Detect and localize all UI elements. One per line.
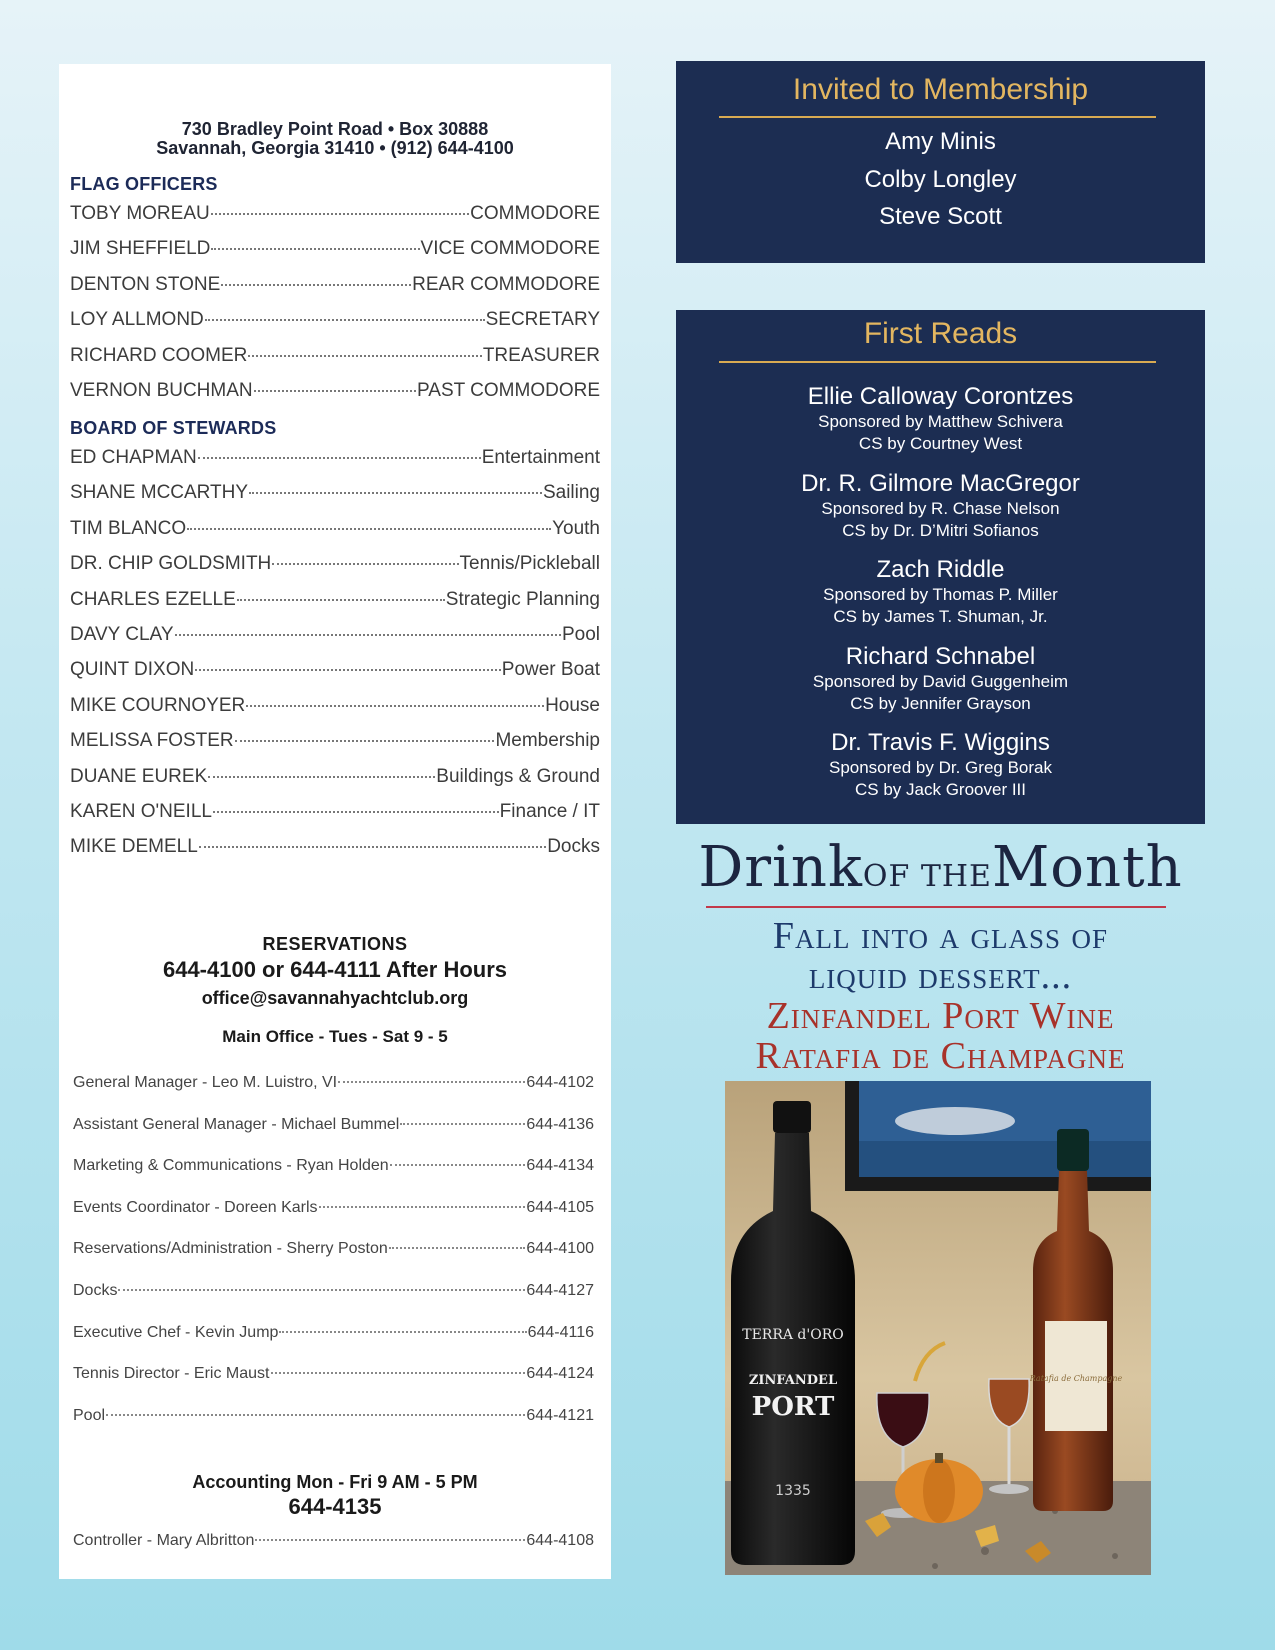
- steward-row: [70, 553, 600, 588]
- candidate-name: Dr. R. Gilmore MacGregor: [801, 470, 1080, 497]
- title-word-month: Month: [991, 835, 1183, 900]
- first-read-entry: [676, 383, 1205, 455]
- staff-phone: 644-4116: [527, 1323, 594, 1341]
- leader-dots: [249, 492, 542, 494]
- officer-role: COMMODORE: [470, 203, 600, 224]
- accounting-title: Accounting Mon - Fri 9 AM - 5 PM: [192, 1472, 478, 1492]
- steward-name: MIKE DEMELL: [70, 836, 198, 858]
- leader-dots: [198, 457, 481, 459]
- leader-dots: [248, 355, 481, 357]
- staff-label: Reservations/Administration - Sherry Poston: [73, 1240, 388, 1258]
- office-hours: Main Office - Tues - Sat 9 - 5: [222, 1027, 448, 1046]
- drink-tagline-1: Fall into a glass of: [772, 915, 1109, 957]
- steward-role: Sailing: [542, 482, 600, 504]
- accounting-phone: 644-4135: [288, 1494, 382, 1519]
- staff-row: [73, 1532, 594, 1574]
- drink-tagline-2: liquid dessert...: [808, 955, 1073, 997]
- steward-name: TIM BLANCO: [70, 517, 187, 539]
- staff-phone: 644-4100: [526, 1240, 594, 1258]
- invited-name: Steve Scott: [879, 203, 1002, 230]
- staff-phone: 644-4102: [526, 1074, 594, 1091]
- steward-name: SHANE MCCARTHY: [70, 482, 249, 504]
- leader-dots: [390, 1164, 526, 1166]
- ratafia-label: Ratafia de Champagne: [1029, 1374, 1123, 1383]
- stewards-list: [70, 447, 600, 872]
- leader-dots: [338, 1081, 525, 1083]
- leader-dots: [208, 776, 435, 778]
- steward-row: [70, 766, 600, 801]
- staff-phone: 644-4108: [526, 1532, 594, 1549]
- sponsor-line: Sponsored by Matthew Schivera: [818, 412, 1063, 431]
- officer-row: [70, 203, 600, 238]
- staff-phone: 644-4124: [526, 1365, 594, 1383]
- drink-name-2: Ratafia de Champagne: [755, 1035, 1126, 1077]
- steward-row: [70, 836, 600, 871]
- officer-name: TOBY MOREAU: [70, 203, 210, 224]
- staff-row: [73, 1240, 594, 1282]
- club-address: [59, 120, 611, 158]
- leader-dots: [235, 740, 495, 742]
- leader-dots: [106, 1414, 525, 1416]
- candidate-name: Zach Riddle: [876, 556, 1005, 583]
- staff-phone: 644-4121: [526, 1406, 594, 1424]
- officer-role: TREASURER: [482, 344, 600, 366]
- candidate-name: Dr. Travis F. Wiggins: [831, 729, 1050, 756]
- first-read-entry: [676, 470, 1205, 542]
- cosponsor-line: CS by Courtney West: [858, 434, 1023, 453]
- staff-row: [73, 1365, 594, 1407]
- staff-label: Assistant General Manager - Michael Bummel: [73, 1115, 400, 1133]
- invited-names: [676, 123, 1205, 236]
- steward-role: Buildings & Ground: [436, 765, 600, 787]
- invited-name: Amy Minis: [885, 128, 996, 155]
- drink-name-1: Zinfandel Port Wine: [766, 995, 1115, 1037]
- leader-dots: [199, 846, 546, 848]
- officer-row: [70, 274, 600, 309]
- invited-name: Colby Longley: [864, 165, 1017, 193]
- invited-title: Invited to Membership: [792, 73, 1089, 106]
- leader-dots: [255, 1539, 525, 1541]
- leader-dots: [221, 284, 411, 286]
- steward-role: House: [545, 694, 600, 716]
- leader-dots: [400, 1123, 525, 1125]
- directory-panel: [59, 64, 611, 1579]
- leader-dots: [237, 599, 445, 601]
- candidate-name: Richard Schnabel: [845, 643, 1036, 670]
- staff-row: [73, 1324, 594, 1366]
- staff-label: Docks: [73, 1281, 118, 1299]
- steward-role: Tennis/Pickleball: [459, 553, 600, 575]
- staff-phone: 644-4136: [526, 1115, 594, 1133]
- steward-row: [70, 801, 600, 836]
- port-variety: ZINFANDEL: [748, 1373, 838, 1388]
- steward-name: DR. CHIP GOLDSMITH: [70, 553, 272, 575]
- steward-name: QUINT DIXON: [70, 659, 195, 681]
- officer-name: LOY ALLMOND: [70, 309, 204, 331]
- port-word: PORT: [751, 1392, 835, 1422]
- steward-role: Power Boat: [501, 659, 600, 681]
- leader-dots: [213, 811, 499, 813]
- port-number: 1335: [775, 1483, 811, 1499]
- steward-name: KAREN O'NEILL: [70, 800, 212, 822]
- officer-row: [70, 309, 600, 344]
- officer-row: [70, 238, 600, 273]
- first-read-entry: [676, 556, 1205, 628]
- officer-name: VERNON BUCHMAN: [70, 379, 253, 401]
- steward-role: Strategic Planning: [445, 588, 600, 610]
- steward-role: Entertainment: [481, 447, 600, 468]
- staff-label: Marketing & Communications - Ryan Holden: [73, 1157, 389, 1175]
- invited-to-membership-box: [676, 61, 1205, 263]
- leader-dots: [279, 1331, 526, 1333]
- staff-row: [73, 1282, 594, 1324]
- drink-photo: [725, 1081, 1151, 1575]
- steward-name: DUANE EUREK: [70, 765, 208, 787]
- drink-description: [676, 916, 1205, 1076]
- staff-row: [73, 1116, 594, 1158]
- red-divider: [706, 906, 1166, 908]
- flag-officers-heading: FLAG OFFICERS: [70, 174, 218, 194]
- steward-name: CHARLES EZELLE: [70, 588, 236, 610]
- staff-label: Executive Chef - Kevin Jump: [73, 1323, 279, 1341]
- steward-name: MELISSA FOSTER: [70, 730, 234, 752]
- staff-label: Pool: [73, 1406, 106, 1424]
- leader-dots: [272, 563, 458, 565]
- drink-photo-illustration: [725, 1081, 1151, 1575]
- steward-role: Docks: [547, 836, 600, 858]
- officer-row: [70, 380, 600, 415]
- first-reads-box: [676, 310, 1205, 824]
- steward-row: [70, 659, 600, 694]
- steward-row: [70, 624, 600, 659]
- board-of-stewards-heading: BOARD OF STEWARDS: [70, 418, 277, 438]
- gold-divider: [719, 116, 1156, 118]
- drink-of-month-title: [676, 835, 1205, 907]
- staff-row: [73, 1074, 594, 1116]
- steward-name: DAVY CLAY: [70, 623, 174, 645]
- leader-dots: [271, 1372, 526, 1374]
- leader-dots: [389, 1247, 526, 1249]
- steward-role: Pool: [561, 623, 600, 645]
- sponsor-line: Sponsored by Dr. Greg Borak: [828, 758, 1052, 777]
- steward-role: Finance / IT: [499, 800, 600, 822]
- leader-dots: [246, 705, 544, 707]
- staff-label: Events Coordinator - Doreen Karls: [73, 1198, 318, 1216]
- flag-officers-list: [70, 203, 600, 415]
- staff-phone: 644-4134: [526, 1157, 594, 1175]
- first-read-entry: [676, 643, 1205, 715]
- sponsor-line: Sponsored by David Guggenheim: [812, 672, 1069, 691]
- leader-dots: [211, 213, 469, 215]
- staff-directory: [73, 1074, 594, 1448]
- leader-dots: [211, 248, 419, 250]
- reservations-title: RESERVATIONS: [262, 934, 408, 954]
- cosponsor-line: CS by Jack Groover III: [855, 780, 1026, 799]
- first-read-entry: [676, 729, 1205, 801]
- officer-role: REAR COMMODORE: [412, 273, 600, 295]
- steward-row: [70, 482, 600, 517]
- staff-label: Controller - Mary Albritton: [73, 1532, 255, 1549]
- steward-row: [70, 695, 600, 730]
- officer-row: [70, 345, 600, 380]
- officer-name: JIM SHEFFIELD: [70, 238, 211, 260]
- cosponsor-line: CS by Jennifer Grayson: [850, 694, 1031, 713]
- staff-phone: 644-4105: [526, 1198, 594, 1216]
- steward-row: [70, 730, 600, 765]
- gold-divider: [719, 361, 1156, 363]
- steward-role: Membership: [495, 730, 600, 752]
- officer-name: DENTON STONE: [70, 273, 221, 295]
- officer-role: SECRETARY: [485, 309, 600, 331]
- staff-label: Tennis Director - Eric Maust: [73, 1365, 270, 1383]
- reservations-email: office@savannahyachtclub.org: [201, 988, 469, 1008]
- staff-label: General Manager - Leo M. Luistro, VI: [73, 1074, 338, 1091]
- cosponsor-line: CS by James T. Shuman, Jr.: [833, 607, 1048, 626]
- port-brand: TERRA d'ORO: [742, 1327, 844, 1343]
- sponsor-line: Sponsored by Thomas P. Miller: [823, 585, 1058, 604]
- candidate-name: Ellie Calloway Corontzes: [807, 383, 1074, 410]
- leader-dots: [205, 319, 485, 321]
- leader-dots: [187, 528, 551, 530]
- officer-role: VICE COMMODORE: [420, 238, 600, 260]
- steward-row: [70, 589, 600, 624]
- address-line-1: 730 Bradley Point Road • Box 30888: [181, 119, 489, 139]
- steward-name: ED CHAPMAN: [70, 447, 197, 468]
- officer-name: RICHARD COOMER: [70, 344, 248, 366]
- steward-role: Youth: [552, 517, 600, 539]
- cosponsor-line: CS by Dr. D’Mitri Sofianos: [842, 521, 1039, 540]
- steward-name: MIKE COURNOYER: [70, 694, 246, 716]
- staff-row: [73, 1157, 594, 1199]
- address-line-2: Savannah, Georgia 31410 • (912) 644-4100: [156, 138, 514, 158]
- officer-role: PAST COMMODORE: [417, 379, 600, 401]
- steward-row: [70, 447, 600, 482]
- first-reads-title: First Reads: [863, 317, 1018, 350]
- sponsor-line: Sponsored by R. Chase Nelson: [821, 499, 1060, 518]
- leader-dots: [175, 634, 561, 636]
- leader-dots: [195, 669, 501, 671]
- controller-list: [73, 1532, 594, 1574]
- staff-row: [73, 1199, 594, 1241]
- staff-row: [73, 1407, 594, 1449]
- reservations-phone: 644-4100 or 644-4111 After Hours: [162, 957, 508, 982]
- leader-dots: [254, 390, 416, 392]
- steward-row: [70, 518, 600, 553]
- leader-dots: [319, 1206, 526, 1208]
- title-word-of-the: OF THE: [862, 859, 992, 894]
- title-word-drink: Drink: [698, 835, 863, 900]
- leader-dots: [118, 1289, 525, 1291]
- staff-phone: 644-4127: [526, 1281, 594, 1299]
